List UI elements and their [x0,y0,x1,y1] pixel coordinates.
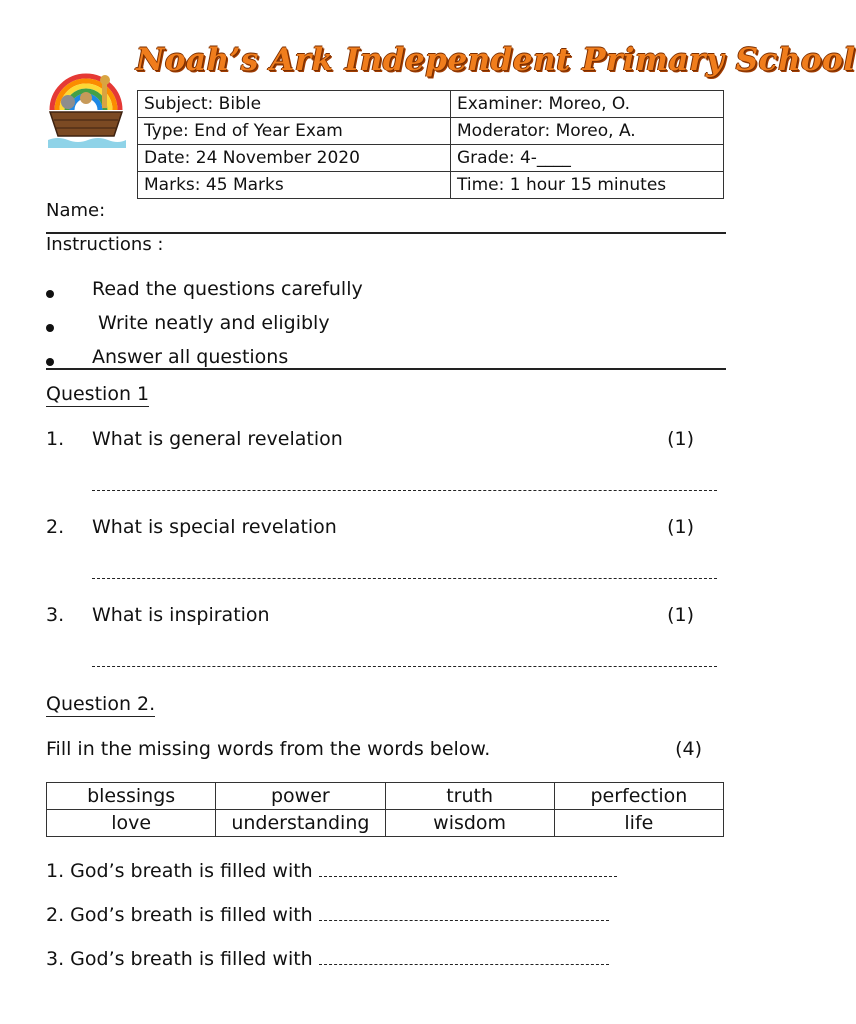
name-label: Name: [46,200,106,221]
word-bank-cell: love [47,810,216,837]
word-bank-cell: power [216,783,385,810]
instruction-item: Write neatly and eligibly [46,316,54,338]
bullet-icon [46,324,54,332]
exam-info-table [137,90,724,199]
question-2-instruction: Fill in the missing words from the words below. (4) [46,738,702,760]
answer-line[interactable] [92,578,717,579]
instruction-item: Answer all questions [46,350,54,372]
instruction-item: Read the questions carefully [46,282,54,304]
info-cell: Date: 24 November 2020 [138,145,451,172]
fill-in-sentence: 3. God’s breath is filled with [46,948,609,970]
info-row [138,118,724,145]
word-bank-table [46,782,724,837]
blank-line[interactable] [319,875,617,877]
word-bank-cell: wisdom [385,810,554,837]
bullet-icon [46,358,54,366]
word-bank-cell: understanding [216,810,385,837]
info-row [138,145,724,172]
word-bank-cell: blessings [47,783,216,810]
fill-in-sentence: 1. God’s breath is filled with [46,860,617,882]
info-cell: Grade: 4-____ [451,145,724,172]
instructions-heading: Instructions : [46,234,164,255]
info-cell: Examiner: Moreo, O. [451,91,724,118]
blank-line[interactable] [319,919,609,921]
answer-line[interactable] [92,490,717,491]
divider [46,368,726,370]
school-title: Noah’s Ark Independent Primary School [136,42,856,78]
word-bank-cell: perfection [554,783,723,810]
question-2-heading: Question 2. [46,693,156,715]
answer-line[interactable] [92,666,717,667]
info-row [138,172,724,199]
word-bank-row [47,810,724,837]
word-bank-cell: life [554,810,723,837]
bullet-icon [46,290,54,298]
word-bank-row [47,783,724,810]
info-cell: Time: 1 hour 15 minutes [451,172,724,199]
fill-in-sentence: 2. God’s breath is filled with [46,904,609,926]
info-cell: Subject: Bible [138,91,451,118]
info-cell: Moderator: Moreo, A. [451,118,724,145]
noahs-ark-logo [46,64,126,148]
word-bank-cell: truth [385,783,554,810]
question-1-heading: Question 1 [46,383,150,405]
blank-line[interactable] [319,963,609,965]
info-row [138,91,724,118]
info-cell: Marks: 45 Marks [138,172,451,199]
info-cell: Type: End of Year Exam [138,118,451,145]
